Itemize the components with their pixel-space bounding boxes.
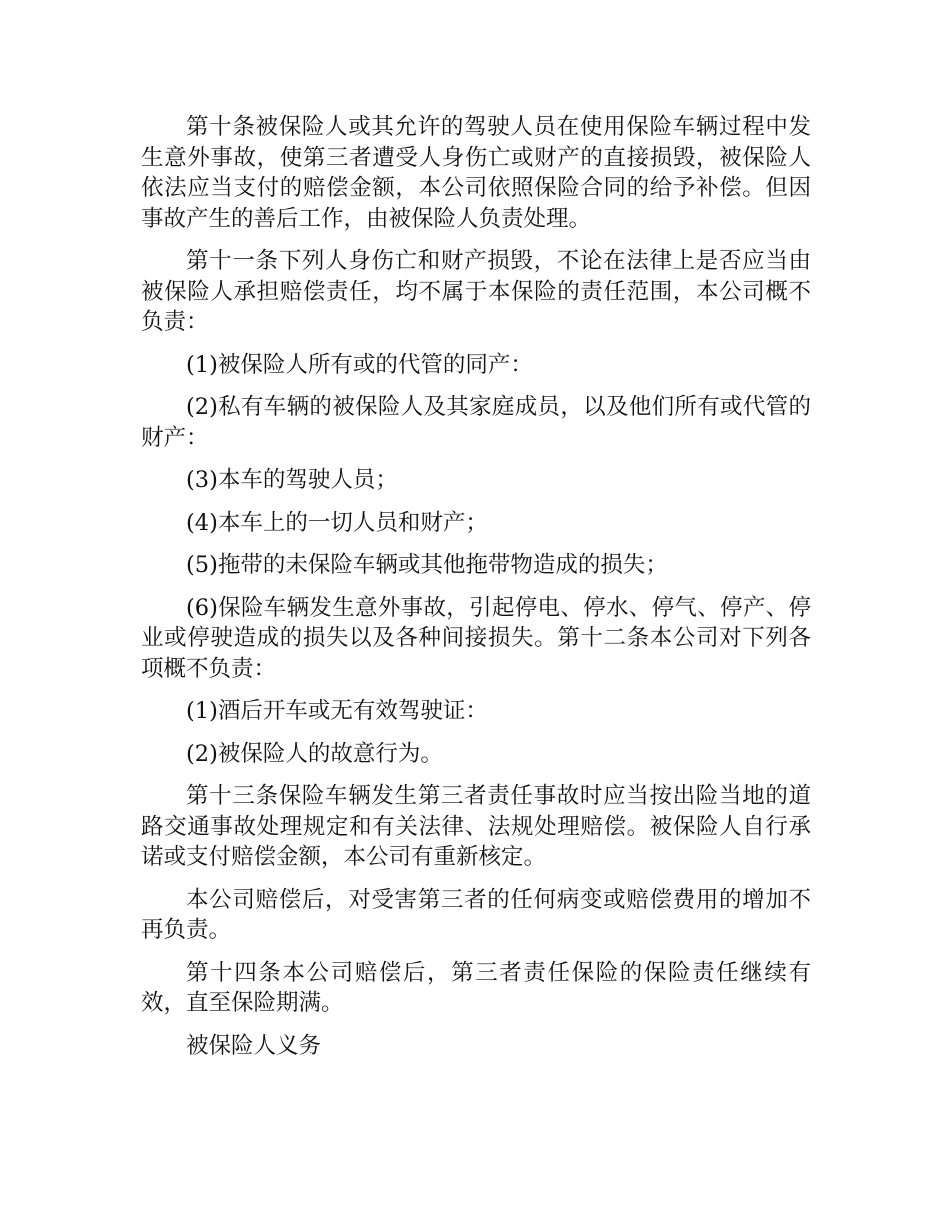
paragraph-item-4: (4)本车上的一切人员和财产； (186, 509, 488, 536)
paragraph-exclusion-1: (1)酒后开车或无有效驾驶证： (186, 698, 488, 724)
paragraph-item-5: (5)拖带的未保险车辆或其他拖带物造成的损失； (186, 552, 668, 578)
paragraph-item-3: (3)本车的驾驶人员； (186, 467, 398, 493)
paragraph-item-1: (1)被保险人所有或的代管的同产： (186, 351, 533, 378)
paragraph-item-6: (6)保险车辆发生意外事故，引起停电、停水、停气、停产、停业或停驶造成的损失以及各种间接损失。第十二条本公司对下列各项概不负责： (141, 594, 811, 682)
paragraph-exclusion-2: (2)被保险人的故意行为。 (186, 740, 443, 767)
paragraph-article-10: 第十条被保险人或其允许的驾驶人员在使用保险车辆过程中发生意外事故，使第三者遭受人身伤亡或财产的直接损毁，被保险人依法应当支付的赔偿金额，本公司依照保险合同的给予补偿。但因事故产生的善后工作，由被保险人负责处理。 (141, 114, 811, 232)
document-body (141, 112, 811, 1073)
paragraph-article-13: 第十三条保险车辆发生第三者责任事故时应当按出险当地的道路交通事故处理规定和有关法律、法规处理赔偿。被保险人自行承诺或支付赔偿金额，本公司有重新核定。 (141, 783, 811, 870)
paragraph-item-2: (2)私有车辆的被保险人及其家庭成员，以及他们所有或代管的财产： (141, 394, 811, 451)
section-heading-insured-obligations: 被保险人义务 (186, 1032, 322, 1059)
paragraph-article-11: 第十一条下列人身伤亡和财产损毁，不论在法律上是否应当由被保险人承担赔偿责任，均不属于本保险的责任范围，本公司概不负责： (141, 248, 811, 335)
paragraph-post-compensation: 本公司赔偿后，对受害第三者的任何病变或赔偿费用的增加不再负责。 (141, 886, 811, 943)
paragraph-article-14: 第十四条本公司赔偿后，第三者责任保险的保险责任继续有效，直至保险期满。 (141, 959, 811, 1016)
